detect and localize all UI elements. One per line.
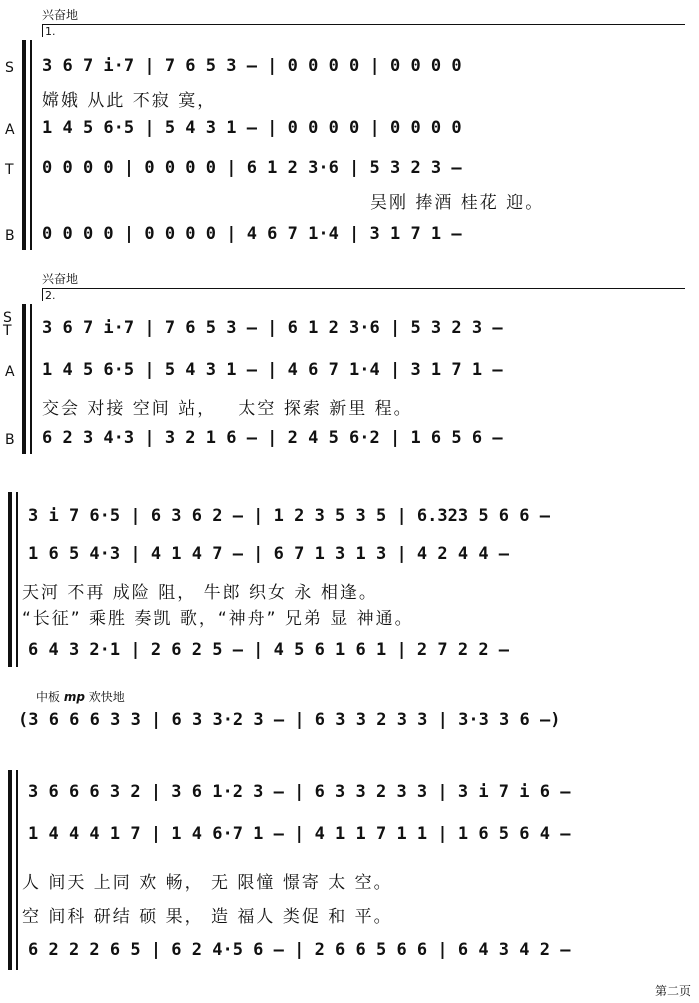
page-number: 第二页 [654, 984, 691, 998]
notes-tenor-1: 0 0 0 0 | 0 0 0 0 | 6 1 2 3·6 | 5 3 2 3 – [42, 158, 462, 178]
tempo-marking-2: 兴奋地 [42, 272, 79, 286]
system-line-2 [30, 304, 32, 454]
notes-lower-5: 6 2 2 2 6 5 | 6 2 4·5 6 – | 2 6 6 5 6 6 | 6 4 3 4 2 – [28, 940, 571, 960]
voice-label-st: S T [3, 310, 12, 339]
lyric-line-3a: 天河 不再 成险 阻， 牛郎 织女 永 相逢。 [22, 583, 378, 603]
voice-label-a: A [5, 122, 15, 138]
tempo-text-moderato: 中板 [36, 690, 61, 704]
voice-label-t: T [5, 162, 14, 178]
system-brace-3 [8, 492, 12, 667]
voice-label-b: B [5, 228, 15, 244]
lyric-line-1a: 嫦娥 从此 不寂 寞， [42, 91, 217, 111]
tempo-marking-4 [36, 688, 125, 705]
notes-middle-5: 1 4 4 4 1 7 | 1 4 6·7 1 – | 4 1 1 7 1 1 | 1 6 5 6 4 – [28, 824, 571, 844]
volta-bracket-1: 1. [42, 24, 685, 37]
lyric-line-5b: 空 间科 研结 硕 果， 造 福人 类促 和 平。 [22, 907, 393, 927]
voice-label-b2: B [5, 432, 15, 448]
dynamic-mark: mp [63, 690, 85, 704]
voice-label-a2: A [5, 364, 15, 380]
volta-bracket-2: 2. [42, 288, 685, 301]
system-line-5 [16, 770, 18, 970]
system-line-3 [16, 492, 18, 667]
tempo-marking-1: 兴奋地 [42, 8, 79, 22]
voice-label-s: S [5, 60, 14, 76]
system-brace-2 [22, 304, 26, 454]
notes-alto-2: 1 4 5 6·5 | 5 4 3 1 – | 4 6 7 1·4 | 3 1 7 1 – [42, 360, 503, 380]
notes-alto-1: 1 4 5 6·5 | 5 4 3 1 – | 0 0 0 0 | 0 0 0 0 [42, 118, 462, 138]
notes-upper-5: 3 6 6 6 3 2 | 3 6 1·2 3 – | 6 3 3 2 3 3 | 3 i 7 i 6 – [28, 782, 571, 802]
lyric-line-2: 交会 对接 空间 站， 太空 探索 新里 程。 [42, 399, 413, 419]
tempo-text-joyful: 欢快地 [88, 690, 125, 704]
notes-lower-3: 6 4 3 2·1 | 2 6 2 5 – | 4 5 6 1 6 1 | 2 7 2 2 – [28, 640, 510, 660]
notes-soprano-1: 3 6 7 i·7 | 7 6 5 3 – | 0 0 0 0 | 0 0 0 0 [42, 56, 462, 76]
notes-soprano-tenor-2: 3 6 7 i·7 | 7 6 5 3 – | 6 1 2 3·6 | 5 3 2 3 – [42, 318, 503, 338]
notes-interlude: (3 6 6 6 3 3 | 6 3 3·2 3 – | 6 3 3 2 3 3 | 3·3 3 6 –) [18, 710, 561, 730]
lyric-line-5a: 人 间天 上同 欢 畅， 无 限憧 憬寄 太 空。 [22, 873, 393, 893]
system-line-1 [30, 40, 32, 250]
notes-bass-2: 6 2 3 4·3 | 3 2 1 6 – | 2 4 5 6·2 | 1 6 5 6 – [42, 428, 503, 448]
notes-upper-3: 3 i 7 6·5 | 6 3 6 2 – | 1 2 3 5 3 5 | 6.323 5 6 6 – [28, 506, 550, 526]
system-brace-1 [22, 40, 26, 250]
notes-middle-3: 1 6 5 4·3 | 4 1 4 7 – | 6 7 1 3 1 3 | 4 2 4 4 – [28, 544, 510, 564]
notes-bass-1: 0 0 0 0 | 0 0 0 0 | 4 6 7 1·4 | 3 1 7 1 – [42, 224, 462, 244]
lyric-line-1b: 吴刚 捧酒 桂花 迎。 [370, 193, 545, 213]
system-brace-5 [8, 770, 12, 970]
lyric-line-3b: “长征” 乘胜 奏凯 歌，“神舟” 兄弟 显 神通。 [22, 609, 414, 629]
